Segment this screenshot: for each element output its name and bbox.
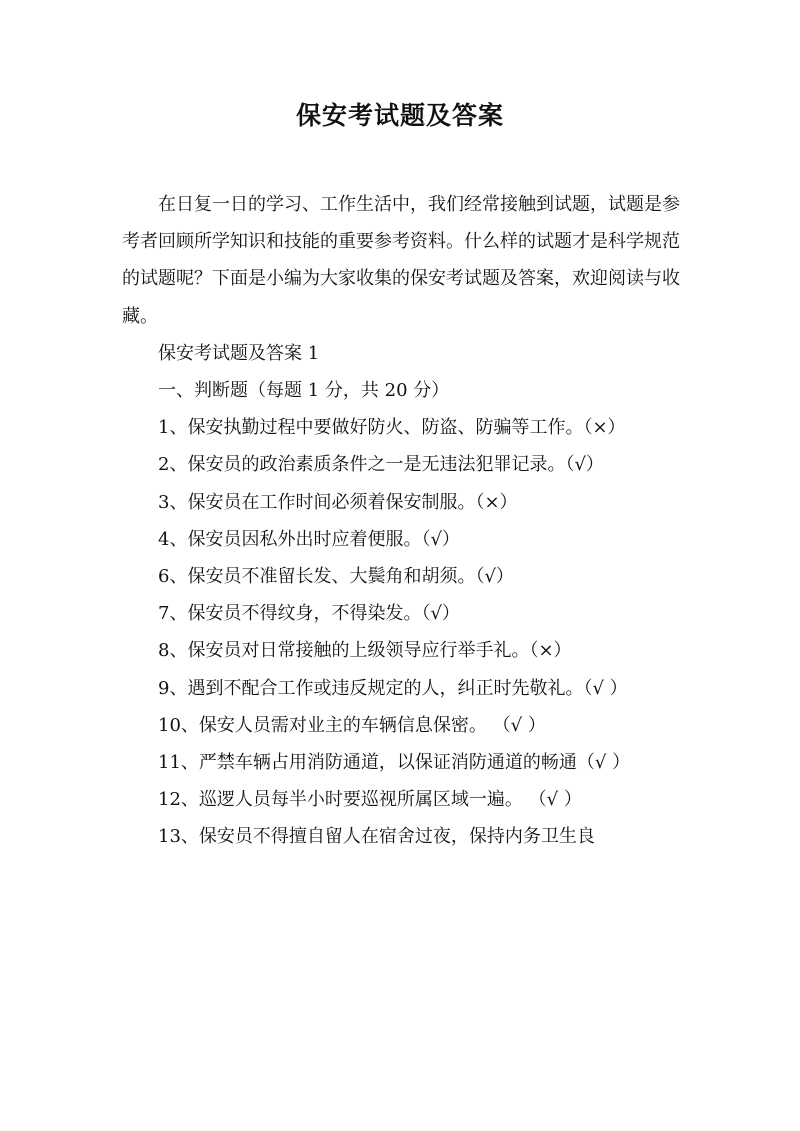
question-item: 7、保安员不得纹身，不得染发。（√） xyxy=(158,603,460,625)
question-item: 4、保安员因私外出时应着便服。（√） xyxy=(158,528,460,550)
question-item: 12、巡逻人员每半小时要巡视所属区域一遍。 （√ ） xyxy=(158,789,582,811)
section-heading: 保安考试题及答案 1 xyxy=(158,342,320,364)
question-item: 8、保安员对日常接触的上级领导应行举手礼。（×） xyxy=(158,640,572,662)
question-item: 10、保安人员需对业主的车辆信息保密。 （√ ） xyxy=(158,714,546,736)
intro-paragraph: 在日复一日的学习、工作生活中，我们经常接触到试题，试题是参考者回顾所学知识和技能的重要参考资料。什么样的试题才是科学规范的试题呢？下面是小编为大家收集的保安考试题及答案，欢迎阅读与收藏。 xyxy=(122,194,680,327)
question-item: 3、保安员在工作时间必须着保安制服。（×） xyxy=(158,491,518,513)
question-item: 13、保安员不得擅自留人在宿舍过夜，保持内务卫生良 xyxy=(158,826,595,848)
question-item: 11、严禁车辆占用消防通道，以保证消防通道的畅通（√ ） xyxy=(158,752,631,774)
question-item: 6、保安员不准留长发、大鬓角和胡须。（√） xyxy=(158,566,514,588)
question-type-heading: 一、判断题（每题 1 分，共 20 分） xyxy=(158,380,450,402)
question-item: 2、保安员的政治素质条件之一是无违法犯罪记录。（√） xyxy=(158,454,604,476)
question-item: 9、遇到不配合工作或违反规定的人，纠正时先敬礼。（√ ） xyxy=(158,677,628,699)
document-body xyxy=(122,186,680,856)
document-title: 保安考试题及答案 xyxy=(295,101,504,130)
question-item: 1、保安执勤过程中要做好防火、防盗、防骗等工作。（×） xyxy=(158,417,626,439)
